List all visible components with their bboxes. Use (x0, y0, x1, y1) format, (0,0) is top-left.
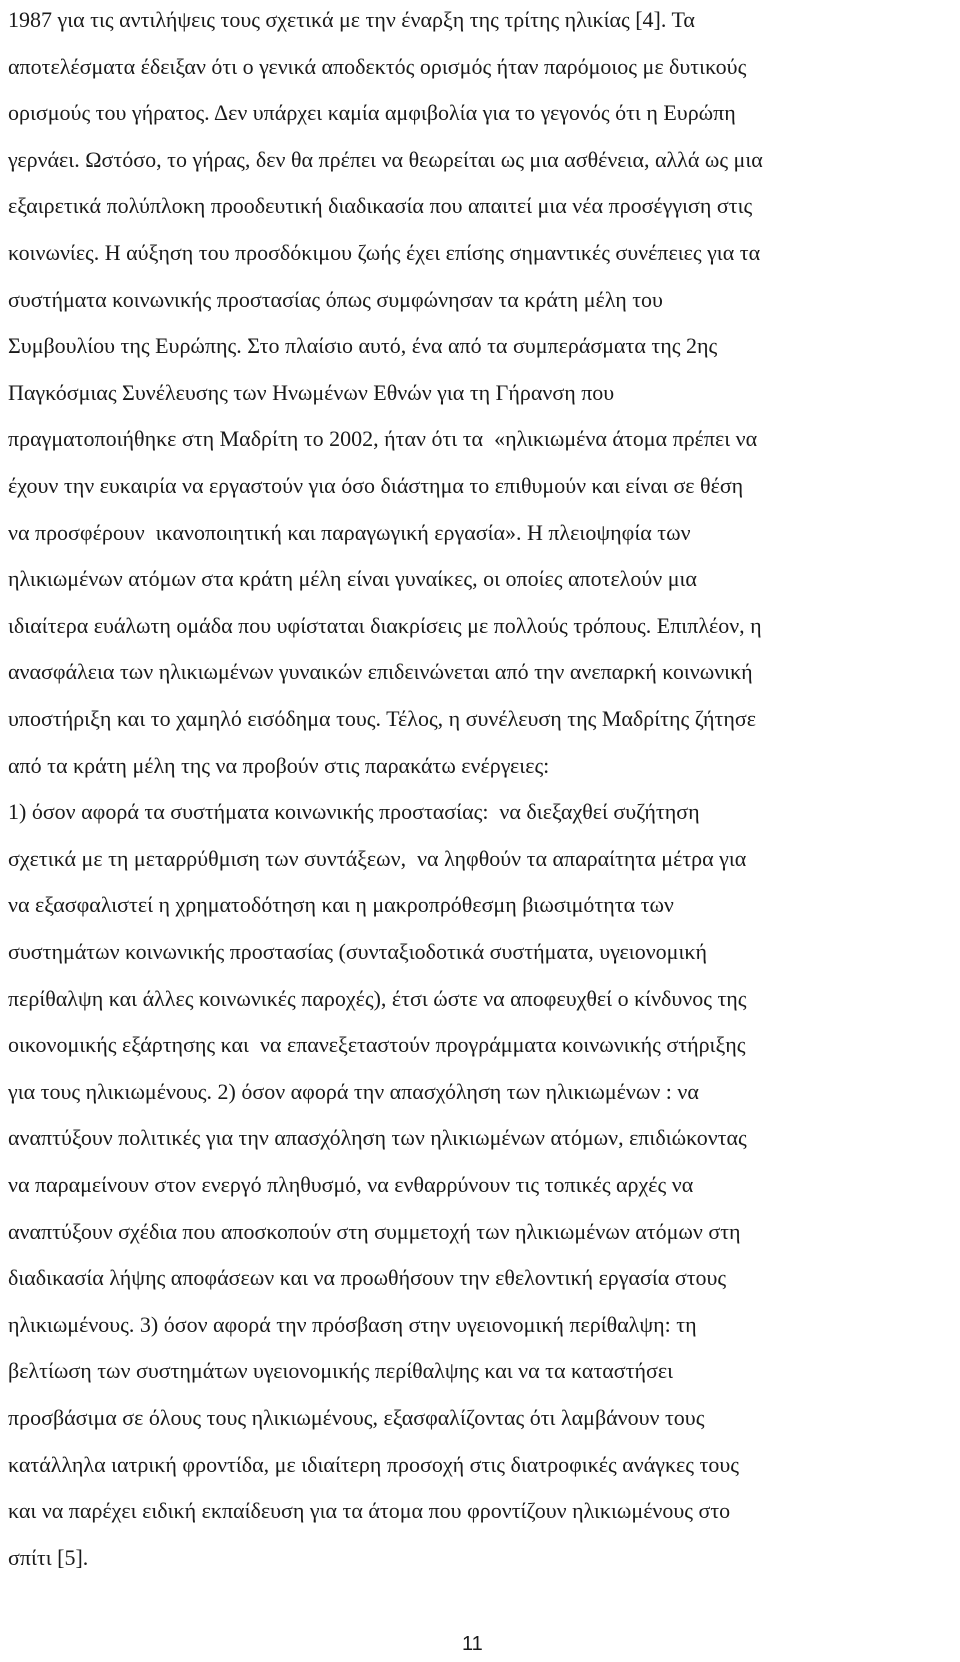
text-line: κατάλληλα ιατρική φροντίδα, με ιδιαίτερη προσοχή στις διατροφικές ανάγκες τους (8, 1451, 739, 1477)
text-line: περίθαλψη και άλλες κοινωνικές παροχές), έτσι ώστε να αποφευχθεί ο κίνδυνος της (8, 985, 747, 1011)
page-number: 11 (462, 1633, 483, 1655)
text-line: Παγκόσμιας Συνέλευσης των Ηνωμένων Εθνών για τη Γήρανση που (8, 379, 615, 405)
text-line: διαδικασία λήψης αποφάσεων και να προωθήσουν την εθελοντική εργασία στους (8, 1265, 727, 1291)
text-line: 1987 για τις αντιλήψεις τους σχετικά με την έναρξη της τρίτης ηλικίας [4]. Τα (8, 7, 695, 32)
text-line: συστημάτων κοινωνικής προστασίας (συνταξιοδοτικά συστήματα, υγειονομική (8, 939, 707, 964)
text-line: πραγματοποιήθηκε στη Μαδρίτη το 2002, ήταν ότι τα «ηλικιωμένα άτομα πρέπει να (8, 426, 758, 452)
text-line: να προσφέρουν ικανοποιητική και παραγωγική εργασία». Η πλειοψηφία των (8, 519, 691, 545)
text-line: αναπτύξουν σχέδια που αποσκοπούν στη συμμετοχή των ηλικιωμένων ατόμων στη (8, 1218, 741, 1244)
text-line: βελτίωση των συστημάτων υγειονομικής περίθαλψης και να τα καταστήσει (8, 1358, 674, 1384)
text-line: αποτελέσματα έδειξαν ότι ο γενικά αποδεκτός ορισμός ήταν παρόμοιος με δυτικούς (8, 53, 747, 79)
text-line: Συμβουλίου της Ευρώπης. Στο πλαίσιο αυτό, ένα από τα συμπεράσματα της 2ης (8, 333, 718, 359)
text-line: γερνάει. Ωστόσο, το γήρας, δεν θα πρέπει να θεωρείται ως μια ασθένεια, αλλά ως μια (8, 146, 763, 172)
text-line: συστήματα κοινωνικής προστασίας όπως συμφώνησαν τα κράτη μέλη του (8, 286, 663, 312)
text-line: σχετικά με τη μεταρρύθμιση των συντάξεων, να ληφθούν τα απαραίτητα μέτρα για (8, 845, 747, 871)
text-line: ορισμούς του γήρατος. Δεν υπάρχει καμία αμφιβολία για το γεγονός ότι η Ευρώπη (8, 100, 736, 126)
text-line: σπίτι [5]. (8, 1544, 89, 1570)
text-line: έχουν την ευκαιρία να εργαστούν για όσο διάστημα το επιθυμούν και είναι σε θέση (8, 473, 744, 498)
text-line: ηλικιωμένους. 3) όσον αφορά την πρόσβαση στην υγειονομική περίθαλψη: τη (8, 1311, 697, 1337)
text-line: να εξασφαλιστεί η χρηματοδότηση και η μακροπρόθεσμη βιωσιμότητα των (8, 892, 674, 918)
text-line: προσβάσιμα σε όλους τους ηλικιωμένους, εξασφαλίζοντας ότι λαμβάνουν τους (8, 1405, 705, 1430)
text-line: και να παρέχει ειδική εκπαίδευση για τα άτομα που φροντίζουν ηλικιωμένους στο (8, 1498, 731, 1524)
text-line: ανασφάλεια των ηλικιωμένων γυναικών επιδεινώνεται από την ανεπαρκή κοινωνική (8, 659, 753, 685)
text-line: να παραμείνουν στον ενεργό πληθυσμό, να ενθαρρύνουν τις τοπικές αρχές να (8, 1172, 694, 1197)
text-line: αναπτύξουν πολιτικές για την απασχόληση των ηλικιωμένων ατόμων, επιδιώκοντας (8, 1125, 747, 1151)
text-line: για τους ηλικιωμένους. 2) όσον αφορά την απασχόληση των ηλικιωμένων : να (8, 1078, 699, 1104)
text-line: κοινωνίες. Η αύξηση του προσδόκιμου ζωής έχει επίσης σημαντικές συνέπειες για τα (8, 240, 761, 265)
text-line: από τα κράτη μέλη της να προβούν στις παρακάτω ενέργειες: (8, 752, 550, 778)
text-line: ιδιαίτερα ευάλωτη ομάδα που υφίσταται διακρίσεις με πολλούς τρόπους. Επιπλέον, η (8, 612, 762, 638)
text-line: υποστήριξη και το χαμηλό εισόδημα τους. Τέλος, η συνέλευση της Μαδρίτης ζήτησε (8, 706, 756, 731)
text-line: οικονομικής εξάρτησης και να επανεξεταστούν προγράμματα κοινωνικής στήριξης (8, 1032, 746, 1058)
text-line: εξαιρετικά πολύπλοκη προοδευτική διαδικασία που απαιτεί μια νέα προσέγγιση στις (8, 193, 753, 219)
text-line: ηλικιωμένων ατόμων στα κράτη μέλη είναι γυναίκες, οι οποίες αποτελούν μια (8, 566, 697, 592)
text-line: 1) όσον αφορά τα συστήματα κοινωνικής προστασίας: να διεξαχθεί συζήτηση (8, 799, 700, 825)
